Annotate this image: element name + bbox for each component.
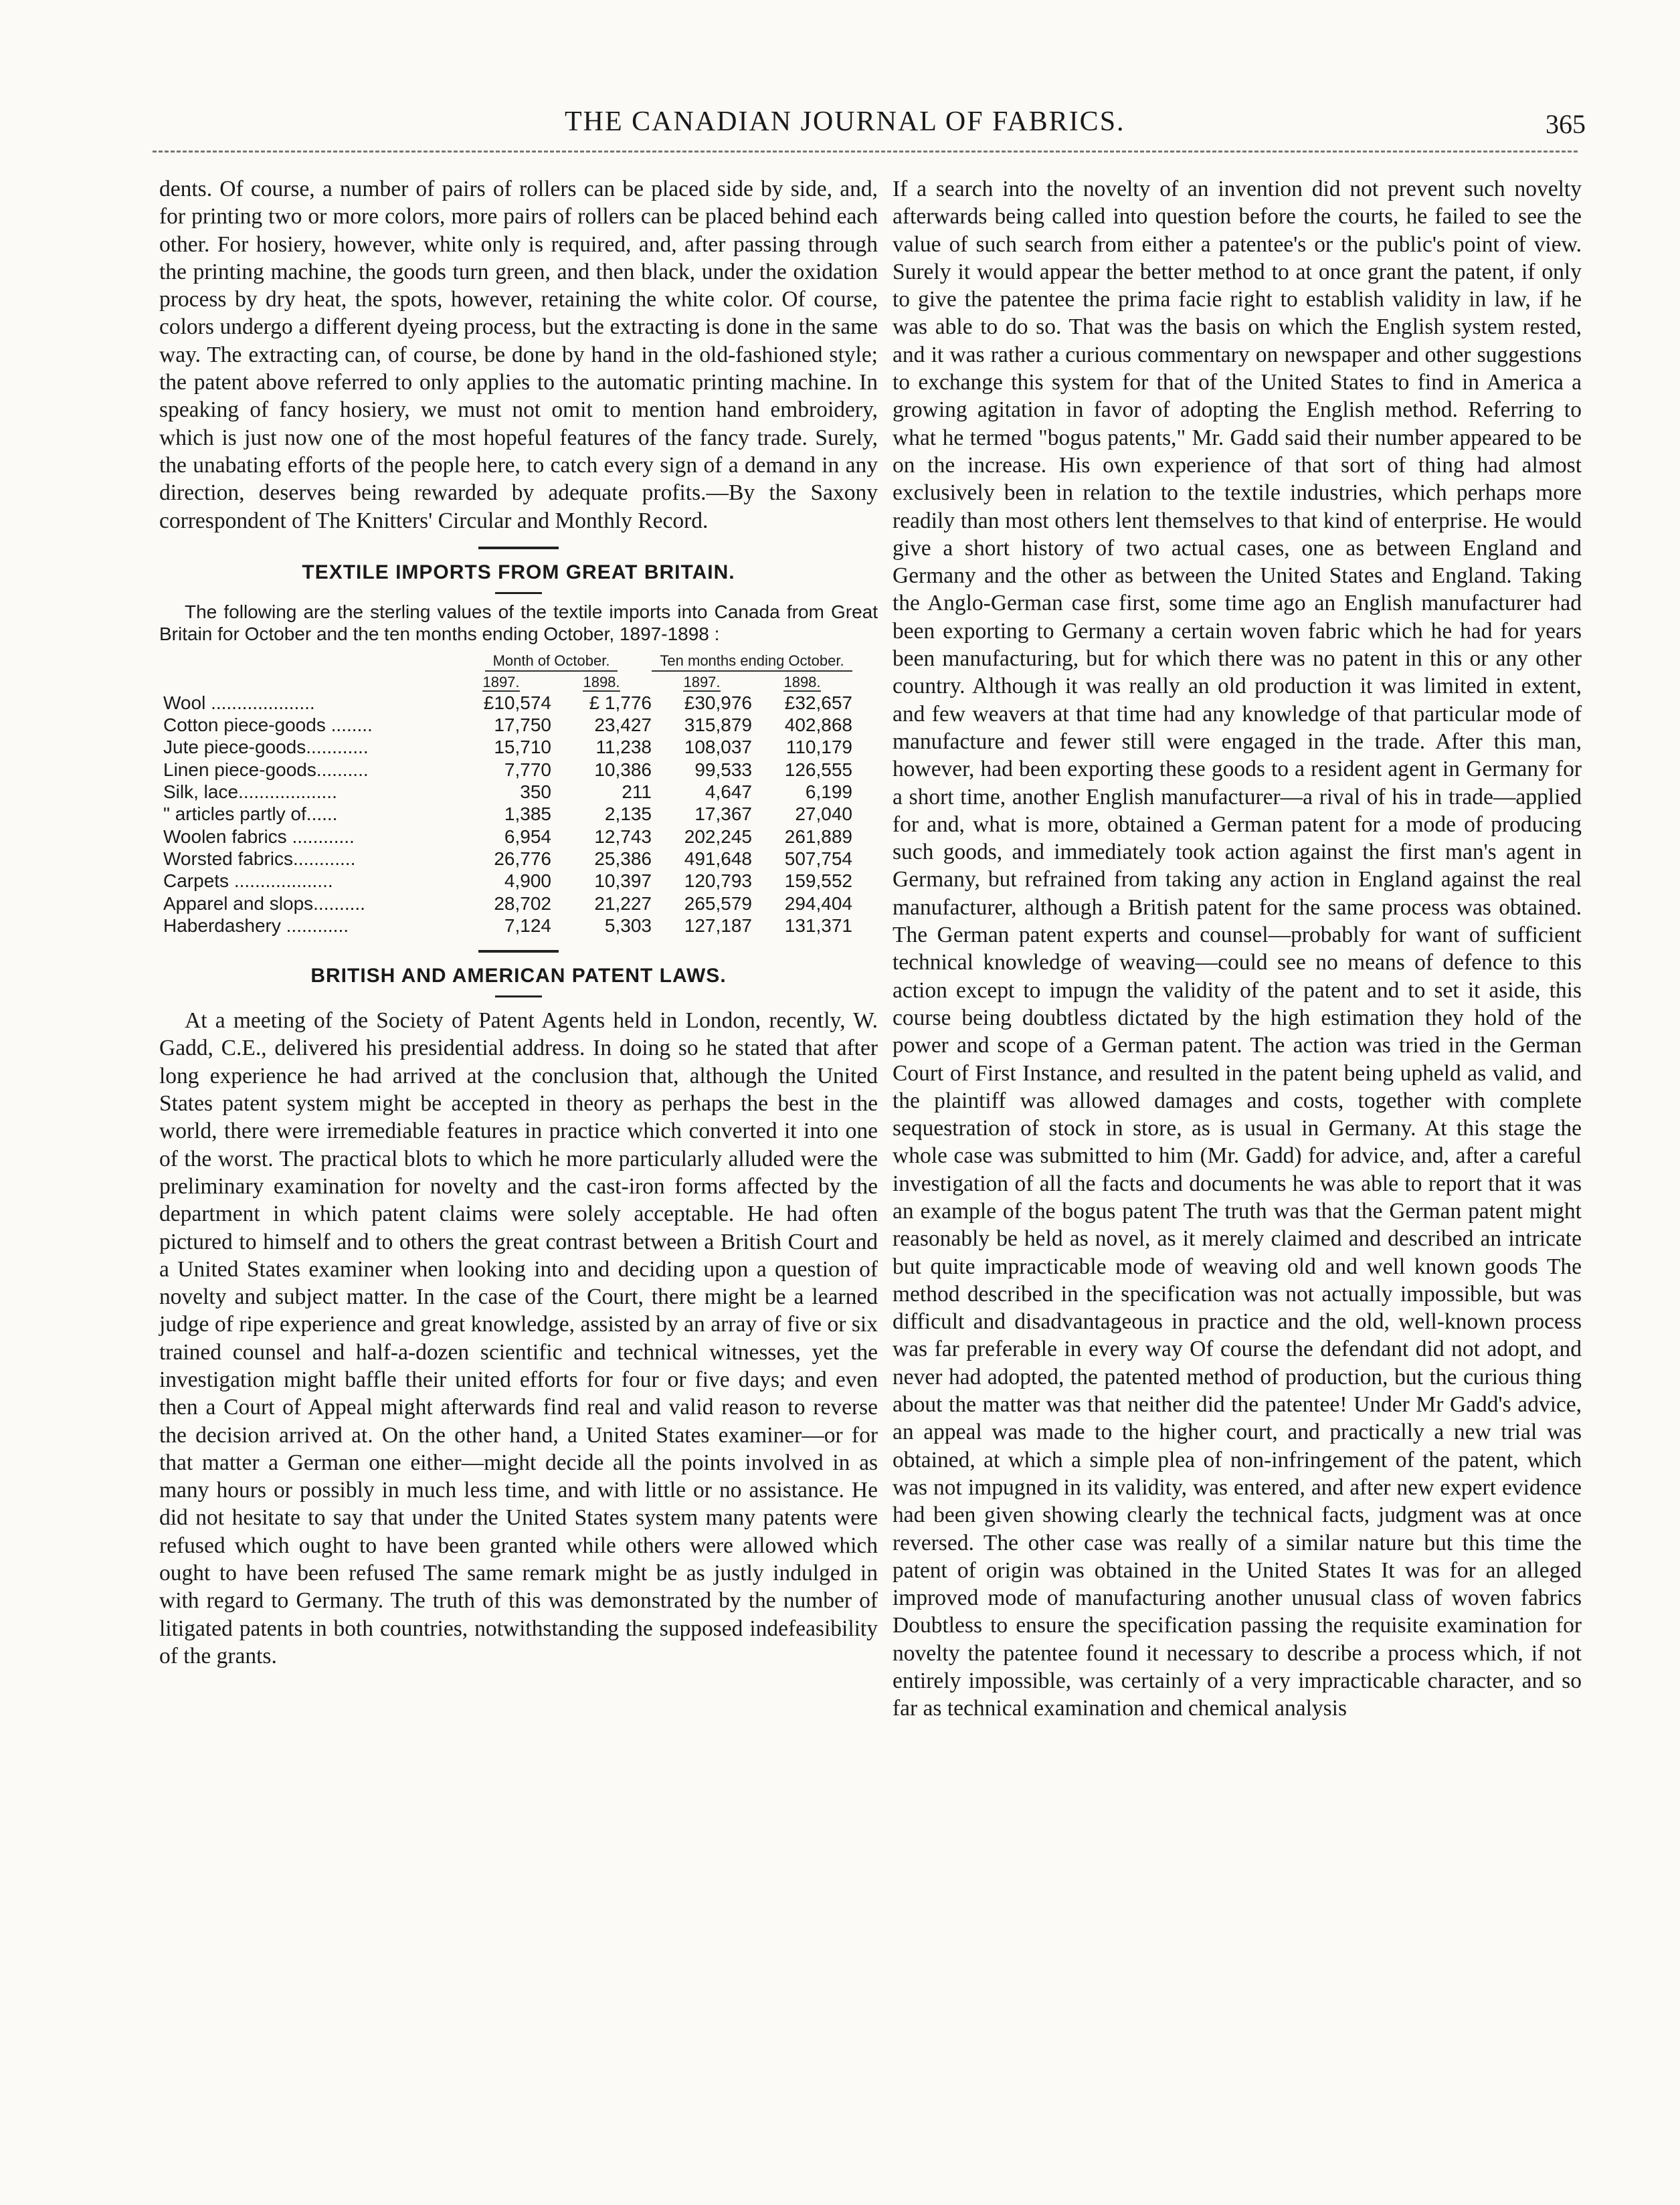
imports-table-body bbox=[163, 692, 852, 937]
value-cell: £30,976 bbox=[684, 692, 752, 713]
value-cell: £32,657 bbox=[784, 692, 852, 713]
value-cell: 294,404 bbox=[784, 892, 852, 914]
table-row bbox=[163, 692, 852, 714]
value-cell: 261,889 bbox=[784, 826, 852, 847]
row-label: Wool .................... bbox=[163, 692, 315, 713]
value-cell: 127,187 bbox=[684, 915, 752, 936]
value-cell: 6,954 bbox=[504, 826, 551, 847]
section-divider bbox=[478, 950, 559, 953]
value-cell: 126,555 bbox=[784, 759, 852, 780]
table-row bbox=[163, 714, 852, 736]
patent-paragraph: At a meeting of the Society of Patent Agents held in London, recently, W. Gadd, C.E., delivered his presidential address. In doing so he stated that after long experience he had arrived at the conclusion that, although the United States patent system might be accepted in theory as perhaps the best in the world, there were irremediable features in practice which converted it into one of the worst. The practical blots to which he more particularly alluded were the preliminary examination for novelty and the cast-iron forms affected by the department in which patent claims were solely acceptable. He had often pictured to himself and to others the great contrast between a British Court and a United States examiner when looking into and deciding upon a question of novelty and subject matter. In the case of the Court, there might be a learned judge of ripe experience and great knowledge, assisted by an array of five or six trained counsel and half-a-dozen scientific and technical witnesses, yet the investigation might baffle their united efforts for four or five days; and even then a Court of Appeal might afterwards find real and valid reason to reverse the decision arrived at. On the other hand, a United States examiner—or for that matter a German one either—might decide all the points involved in as many hours or possibly in much less time, and with little or no assistance. He did not hesitate to say that under the United States system many patents were refused which ought to have been granted while others were allowed which ought to have been refused The same remark might be as justly indulged in with regard to Germany. The truth of this was demonstrated by the number of litigated patents in both countries, notwithstanding the supposed indefeasibility of the grants. bbox=[159, 1008, 878, 1668]
row-label: Apparel and slops.......... bbox=[163, 892, 365, 914]
value-cell: 202,245 bbox=[684, 826, 752, 847]
value-cell: 28,702 bbox=[494, 892, 551, 914]
value-cell: 7,124 bbox=[504, 915, 551, 936]
value-cell: 7,770 bbox=[504, 759, 551, 780]
value-cell: 315,879 bbox=[684, 714, 752, 736]
ten-months-group-header: Ten months ending October. bbox=[652, 652, 852, 674]
value-cell: 26,776 bbox=[494, 848, 551, 869]
table-row bbox=[163, 803, 852, 825]
value-cell: 211 bbox=[622, 781, 652, 803]
value-cell: 4,647 bbox=[705, 781, 752, 803]
value-cell: 12,743 bbox=[594, 826, 652, 847]
value-cell: 10,386 bbox=[594, 759, 652, 780]
value-cell: 507,754 bbox=[784, 848, 852, 869]
month-group-header: Month of October. bbox=[451, 652, 652, 674]
table-row bbox=[163, 892, 852, 915]
value-cell: 25,386 bbox=[594, 848, 652, 869]
value-cell: 108,037 bbox=[684, 737, 752, 758]
table-row bbox=[163, 848, 852, 870]
table-row bbox=[163, 759, 852, 781]
imports-intro: The following are the sterling values of the textile imports into Canada from Great Britain for October and the ten months ending October, 1897-1898 : bbox=[159, 601, 878, 645]
patent-heading: BRITISH AND AMERICAN PATENT LAWS. bbox=[310, 965, 727, 987]
row-label: Silk, lace................... bbox=[163, 781, 337, 803]
value-cell: 27,040 bbox=[795, 803, 852, 825]
imports-heading: TEXTILE IMPORTS FROM GREAT BRITAIN. bbox=[302, 561, 735, 583]
value-cell: 6,199 bbox=[805, 781, 852, 803]
value-cell: 10,397 bbox=[594, 870, 652, 892]
row-label: Linen piece-goods.......... bbox=[163, 759, 369, 780]
right-column-paragraph: If a search into the novelty of an invention did not prevent such novelty afterwards being called into question before the courts, he failed to see the value of such search from either a patentee's or the public's point of view. Surely it would appear the better method to at once grant the patent, if only to give the patentee the prima facie right to establish validity in law, if he was able to do so. That was the basis on which the English system rested, and it was rather a curious commentary on newspaper and other suggestions to exchange this system for that of the United States to find in America a growing agitation in favor of adopting the English method. Referring to what he termed "bogus patents," Mr. Gadd said their number appeared to be on the increase. His own experience of that sort of thing had almost exclusively been in relation to the textile industries, which perhaps more readily than most others lent themselves to that kind of enterprise. He would give a short history of two actual cases, one as between England and Germany and the other as between the United States and England. Taking the Anglo-German case first, some time ago an English manufacturer had been exporting to Germany a certain woven fabric which he had for years been manufacturing, but for which there was no patent in this or any other country. Although it was really an old production it was limited in extent, and few weavers at that time had any knowledge of that particular mode of manufacture and fewer still were engaged in the trade. After this man, however, had been exporting these goods to a resident agent in Germany for a short time, another English manufacturer—a rival of his in trade—applied for and, what is more, obtained a German patent for a mode of producing such goods, and immediately took action against the first man's agent in Germany, but refrained from taking any action in England against the real manufacturer, although a British patent for the same process was obtained. The German patent experts and counsel—probably for want of sufficient technical knowledge of weaving—could see no means of defence to this action except to impugn the validity of the patent and to set it aside, this course being doubtless dictated by the high estimation they hold of the power and scope of a German patent. The action was tried in the German Court of First Instance, and resulted in the patent being upheld as valid, and the plaintiff was allowed damages and costs, together with complete sequestration of stock in store, as is usual in Germany. At this stage the whole case was submitted to him (Mr. Gadd) for advice, and, after a careful investigation of all the facts and documents he was able to report that it was an example of the bogus patent The truth was that the German patent might reasonably be held as novel, as it merely claimed and described an intricate but quite impracticable mode of weaving old and well known goods The method described in the specification was not actually impossible, but was difficult and disadvantageous in practice and the old, well-known process was far preferable in every way Of course the defendant did not adopt, and never had adopted, the patented method of production, but the curious thing about the matter was that neither did the patentee! Under Mr Gadd's advice, an appeal was made to the higher court, and practically a new trial was obtained, at which a simple plea of non-infringement of the patent, which was not impugned in its validity, was entered, and after new expert evidence had been given showing clearly the technical facts, judgment was at once reversed. The other case was really of a similar nature but this time the patent of origin was obtained in the United States It was for an alleged improved mode of manufacturing another unusual class of woven fabrics Doubtless to ensure the specification passing the requisite examination for novelty the patentee found it necessary to describe a process which, if not entirely impossible, was certainly of a very impracticable character, and so far as technical examination and chemical analysis bbox=[893, 177, 1582, 1721]
value-cell: 2,135 bbox=[604, 803, 652, 825]
value-cell: 5,303 bbox=[604, 915, 652, 936]
value-cell: 110,179 bbox=[785, 737, 852, 758]
imports-table bbox=[163, 652, 852, 937]
value-cell: 4,900 bbox=[504, 870, 551, 892]
value-cell: 21,227 bbox=[594, 892, 652, 914]
row-label: Worsted fabrics............ bbox=[163, 848, 356, 869]
value-cell: 265,579 bbox=[684, 892, 752, 914]
table-row bbox=[163, 826, 852, 848]
year-header: 1897. bbox=[482, 673, 520, 690]
table-row bbox=[163, 736, 852, 758]
heading-rule bbox=[495, 592, 542, 594]
page-title: THE CANADIAN JOURNAL OF FABRICS. bbox=[565, 106, 1125, 137]
value-cell: 23,427 bbox=[594, 714, 652, 736]
value-cell: 131,371 bbox=[784, 915, 852, 936]
value-cell: 1,385 bbox=[504, 803, 551, 825]
header-rule bbox=[153, 151, 1578, 153]
value-cell: 120,793 bbox=[684, 870, 752, 892]
left-column bbox=[159, 175, 878, 1670]
value-cell: 17,367 bbox=[694, 803, 752, 825]
section-divider bbox=[478, 547, 559, 549]
year-header: 1898. bbox=[583, 673, 620, 690]
row-label: Haberdashery ............ bbox=[163, 915, 349, 936]
value-cell: 491,648 bbox=[684, 848, 752, 869]
value-cell: 11,238 bbox=[595, 737, 652, 758]
value-cell: 15,710 bbox=[494, 737, 551, 758]
year-header: 1897. bbox=[683, 673, 721, 690]
value-cell: 350 bbox=[520, 781, 551, 803]
row-label: Cotton piece-goods ........ bbox=[163, 714, 373, 736]
value-cell: 402,868 bbox=[784, 714, 852, 736]
heading-rule bbox=[495, 995, 542, 997]
row-label: " articles partly of...... bbox=[163, 803, 338, 825]
value-cell: £10,574 bbox=[483, 692, 551, 713]
value-cell: £ 1,776 bbox=[589, 692, 652, 713]
table-row bbox=[163, 781, 852, 803]
value-cell: 17,750 bbox=[494, 714, 551, 736]
value-cell: 99,533 bbox=[694, 759, 752, 780]
right-column bbox=[893, 175, 1582, 1723]
year-header: 1898. bbox=[783, 673, 821, 690]
page-number: 365 bbox=[1546, 109, 1586, 139]
row-label: Woolen fabrics ............ bbox=[163, 826, 355, 847]
table-row bbox=[163, 870, 852, 892]
value-cell: 159,552 bbox=[784, 870, 852, 892]
row-label: Jute piece-goods............ bbox=[163, 737, 369, 758]
opening-paragraph: dents. Of course, a number of pairs of rollers can be placed side by side, and, for printing two or more colors, more pairs of rollers can be placed behind each other. For hosiery, however, white only is required, and, after passing through the printing machine, the goods turn green, and then black, under the oxidation process by dry heat, the spots, however, retaining the white color. Of course, colors undergo a different dyeing process, but the extracting is done in the same way. The extracting can, of course, be done by hand in the old-fashioned style; the patent above referred to only applies to the automatic printing machine. In speaking of fancy hosiery, we must not omit to mention hand embroidery, which is just now one of the most hopeful features of the fancy trade. Surely, the unabating efforts of the people here, to catch every sign of a demand in any direction, deserves being rewarded by adequate profits.—By the Saxony correspondent of The Knitters' Circular and Monthly Record. bbox=[159, 177, 878, 533]
row-label: Carpets ................... bbox=[163, 870, 333, 892]
table-row bbox=[163, 915, 852, 937]
